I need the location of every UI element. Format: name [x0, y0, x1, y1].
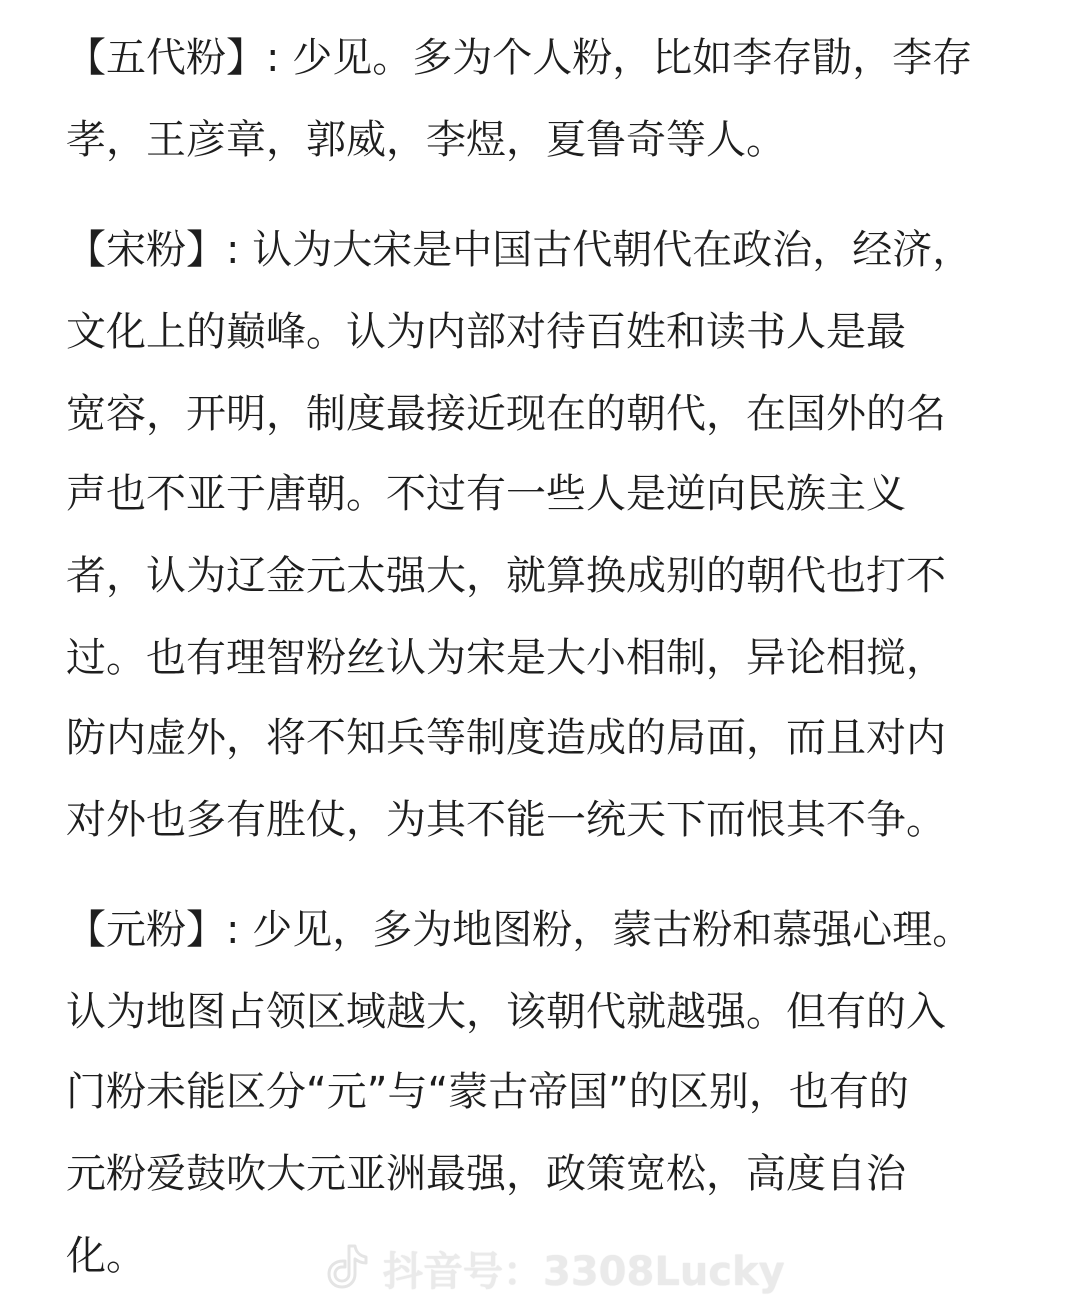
text-line: 认为地图占领区域越大，该朝代就越强。但有的入 [66, 989, 946, 1035]
text-line: 宽容，开明，制度最接近现在的朝代，在国外的名 [66, 391, 946, 437]
text-line: 元粉爱鼓吹大元亚洲最强，政策宽松，高度自治 [66, 1151, 906, 1197]
text-line: 化。 [66, 1233, 146, 1279]
watermark-text: 抖音号：3308Lucky [383, 1248, 785, 1295]
text-line: 【元粉】: 少见，多为地图粉，蒙古粉和慕强心理。 [66, 907, 973, 953]
text-line: 对外也多有胜仗，为其不能一统天下而恨其不争。 [66, 797, 946, 843]
text-line: 者，认为辽金元太强大，就算换成别的朝代也打不 [66, 553, 946, 599]
text-line: 孝，王彦章，郭威，李煜，夏鲁奇等人。 [66, 117, 786, 163]
text-line: 文化上的巅峰。认为内部对待百姓和读书人是最 [66, 309, 906, 355]
text-line: 【五代粉】: 少见。多为个人粉，比如李存勖，李存 [66, 35, 973, 81]
douyin-watermark [325, 1240, 785, 1296]
text-line: 【宋粉】: 认为大宋是中国古代朝代在政治，经济， [66, 227, 973, 273]
text-line: 防内虚外，将不知兵等制度造成的局面，而且对内 [66, 715, 946, 761]
text-line: 门粉未能区分“元”与“蒙古帝国”的区别，也有的 [66, 1069, 909, 1115]
text-line: 过。也有理智粉丝认为宋是大小相制，异论相搅， [66, 635, 946, 681]
douyin-logo-icon [325, 1242, 383, 1295]
text-line: 声也不亚于唐朝。不过有一些人是逆向民族主义 [66, 471, 906, 517]
